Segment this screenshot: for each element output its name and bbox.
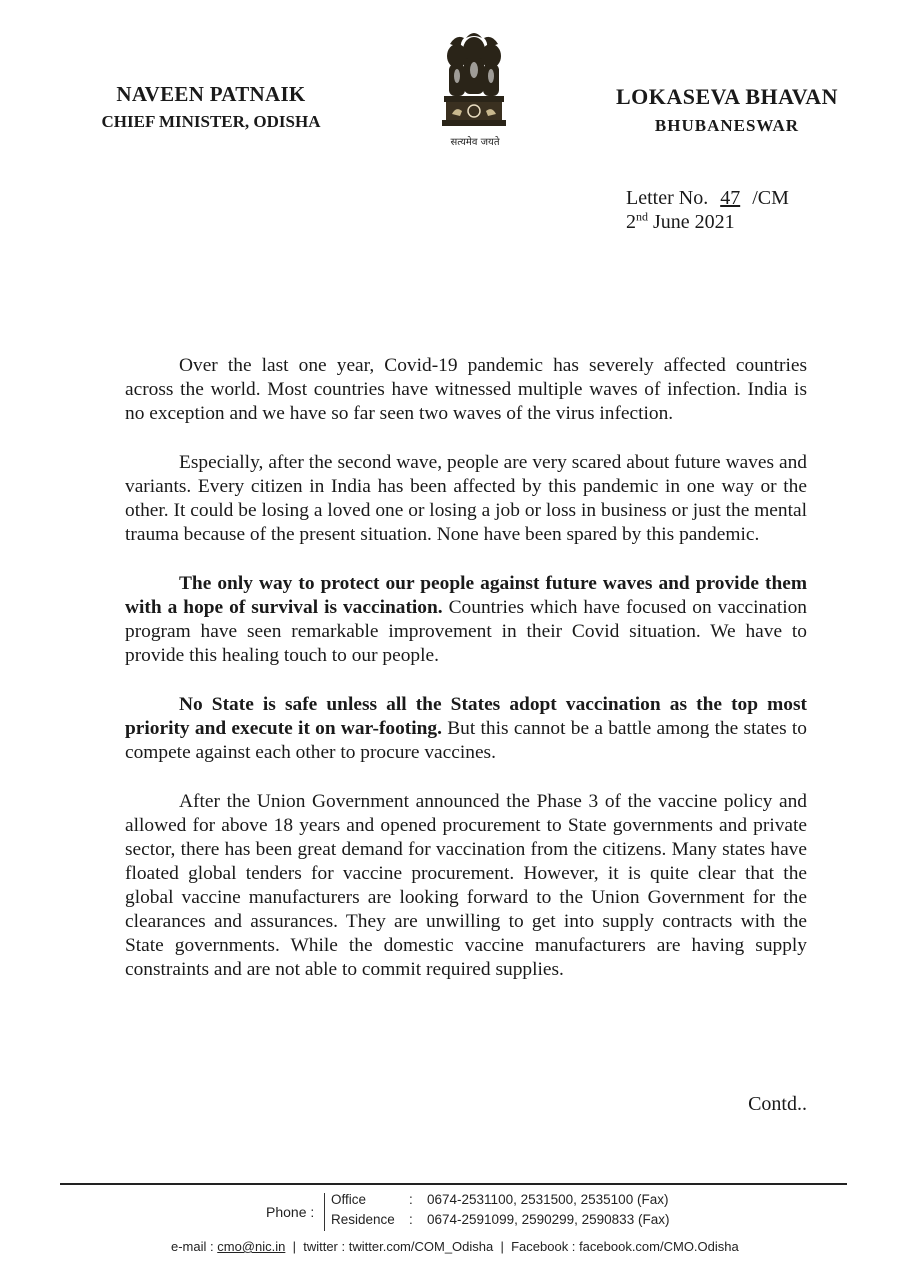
letter-number-value: 47 <box>720 187 741 209</box>
sender-name: NAVEEN PATNAIK <box>116 82 306 106</box>
office-name: LOKASEVA BHAVAN <box>615 84 839 109</box>
office-block <box>604 84 850 136</box>
residence-phone-row: Residence : 0674-2591099, 2590299, 2590833 (Fax) <box>331 1212 670 1227</box>
phone-label: Phone : <box>266 1204 315 1220</box>
continued-marker: Contd.. <box>748 1093 807 1115</box>
body-paragraph: Over the last one year, Covid-19 pandemic has severely affected countries across the world. Most countries have witnessed multiple waves of infection. India is no exception and we have so far seen two waves of the virus infection. <box>125 355 807 424</box>
letter-date: 2nd June 2021 <box>626 209 735 233</box>
twitter-link[interactable]: twitter.com/COM_Odisha <box>348 1239 494 1254</box>
sender-title: CHIEF MINISTER, ODISHA <box>101 112 321 131</box>
letter-body <box>125 354 807 1007</box>
email-link[interactable]: cmo@nic.in <box>217 1239 286 1254</box>
footer-divider <box>60 1183 847 1185</box>
body-paragraph: No State is safe unless all the States adopt vaccination as the top most priority and execute it on war-footing. But this cannot be a battle among the states to compete against each other to procure vaccines. <box>125 694 807 763</box>
sender-block <box>92 82 330 132</box>
phone-brace <box>324 1193 327 1231</box>
letter-reference <box>626 186 789 234</box>
emblem-motto: सत्यमेव जयते <box>450 137 500 148</box>
residence-phone-numbers: 0674-2591099, 2590299, 2590833 (Fax) <box>427 1212 670 1227</box>
office-city: BHUBANESWAR <box>654 116 800 135</box>
body-paragraph: Especially, after the second wave, people are very scared about future waves and variants. Every citizen in India has been affected by this pandemic in one way or the other. It could be losing a loved one or losing a job or loss in business or just the mental trauma because of the present situation. None have been spared by this pandemic. <box>125 452 807 545</box>
online-contacts: e-mail : cmo@nic.in | twitter : twitter.com/COM_Odisha | Facebook : facebook.com/CMO.Odisha <box>171 1239 739 1254</box>
office-phone-row: Office : 0674-2531100, 2531500, 2535100 (Fax) <box>331 1192 669 1207</box>
office-phone-numbers: 0674-2531100, 2531500, 2535100 (Fax) <box>427 1192 669 1207</box>
letter-number: Letter No. 47 /CM <box>626 187 789 209</box>
phone-numbers <box>331 1192 669 1232</box>
facebook-link[interactable]: facebook.com/CMO.Odisha <box>579 1239 739 1254</box>
body-paragraph: After the Union Government announced the Phase 3 of the vaccine policy and allowed for above 18 years and opened procurement to State governments and private sector, there has been great demand for vaccination from the citizens. Many states have floated global tenders for vaccine procurement. However, it is quite clear that the global vaccine manufacturers are looking forward to the Union Government for the clearances and assurances. They are unwilling to get into supply contracts with the State governments. While the domestic vaccine manufacturers are having supply constraints and are not able to commit required supplies. <box>125 791 807 980</box>
body-paragraph: The only way to protect our people against future waves and provide them with a hope of survival is vaccination. Countries which have focused on vaccination program have seen remarkable improvement in their Covid situation. We have to provide this healing touch to our people. <box>125 573 808 666</box>
